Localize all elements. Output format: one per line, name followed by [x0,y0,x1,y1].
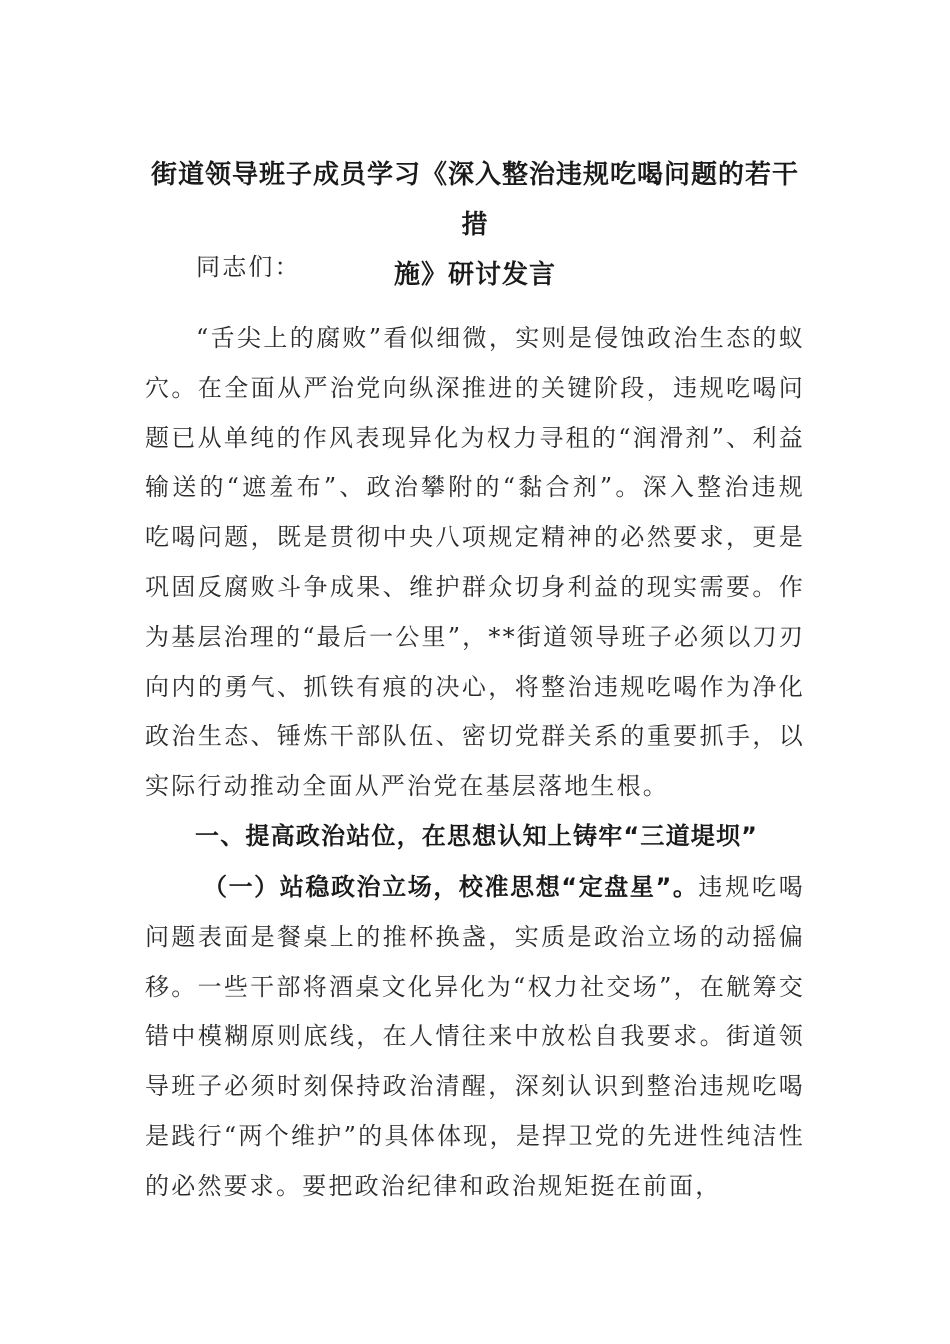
subsection-heading-1: （一）站稳政治立场，校准思想“定盘星”。 [203,873,699,901]
subsection-paragraph-1 [145,863,805,1212]
intro-paragraph: “舌尖上的腐败”看似细微，实则是侵蚀政治生态的蚁穴。在全面从严治党向纵深推进的关键阶段，违规吃喝问题已从单纯的作风表现异化为权力寻租的“润滑剂”、利益输送的“遮羞布”、政治攀附的“黏合剂”。深入整治违规吃喝问题，既是贯彻中央八项规定精神的必然要求，更是巩固反腐败斗争成果、维护群众切身利益的现实需要。作为基层治理的“最后一公里”，**街道领导班子必须以刀刃向内的勇气、抓铁有痕的决心，将整治违规吃喝作为净化政治生态、锤炼干部队伍、密切党群关系的重要抓手，以实际行动推动全面从严治党在基层落地生根。 [145,324,805,801]
subsection-body-1: 违规吃喝问题表面是餐桌上的推杯换盏，实质是政治立场的动摇偏移。一些干部将酒桌文化异化为“权力社交场”，在觥筹交错中模糊原则底线，在人情往来中放松自我要求。街道领导班子必须时刻保持政治清醒，深刻认识到整治违规吃喝是践行“两个维护”的具体体现，是捍卫党的先进性纯洁性的必然要求。要把政治纪律和政治规矩挺在前面， [145,873,806,1200]
document-title-line-1: 街道领导班子成员学习《深入整治违规吃喝问题的若干措 [150,160,799,240]
document-title-line-2: 施》研讨发言 [393,260,556,290]
salutation: 同志们： [196,253,301,281]
section-heading-1: 一、提高政治站位，在思想认知上铸牢“三道堤坝” [195,822,759,850]
